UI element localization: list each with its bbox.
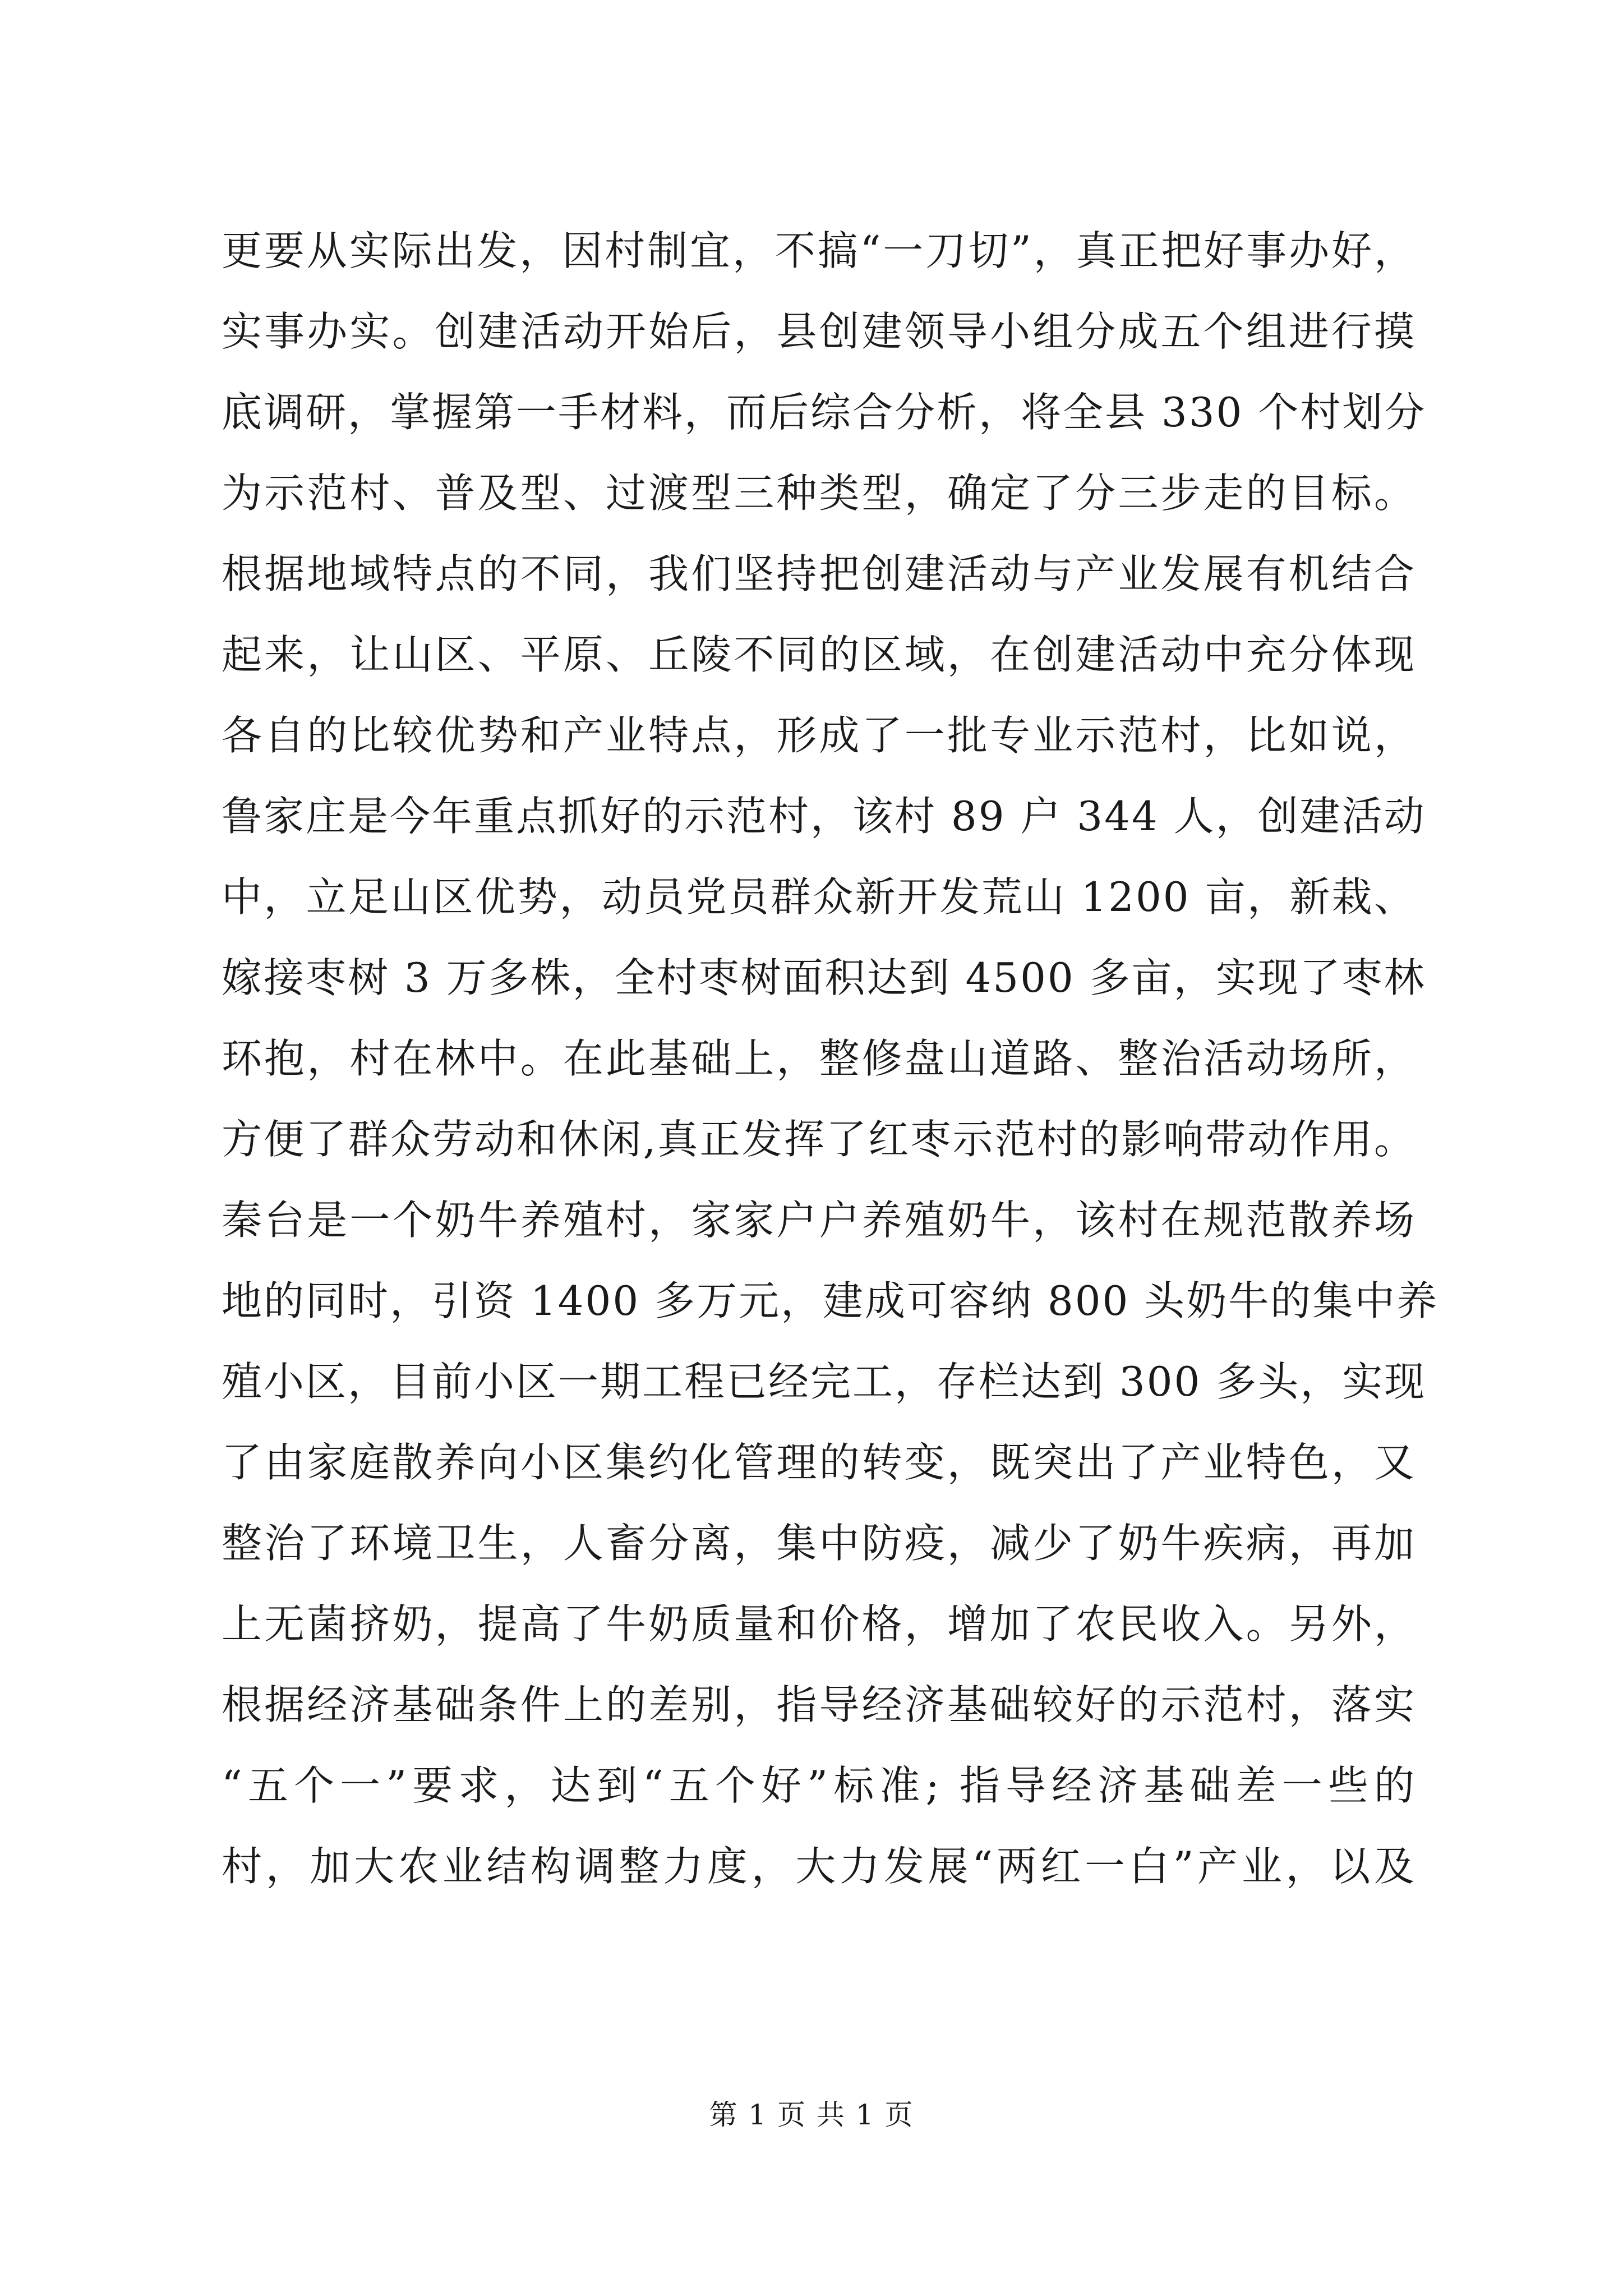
text-line: 整治了环境卫生，人畜分离，集中防疫，减少了奶牛疾病，再加 [222, 1520, 1416, 1567]
text-line: 环抱，村在林中。在此基础上，整修盘山道路、整治活动场所， [222, 1035, 1416, 1082]
text-line: 实事办实。创建活动开始后，县创建领导小组分成五个组进行摸 [222, 308, 1416, 355]
text-line: 村，加大农业结构调整力度，大力发展“两红一白”产业，以及 [222, 1843, 1416, 1890]
text-line: “五个一”要求，达到“五个好”标准; 指导经济基础差一些的 [222, 1762, 1416, 1809]
text-line: 为示范村、普及型、过渡型三种类型，确定了分三步走的目标。 [222, 470, 1416, 517]
text-line: 各自的比较优势和产业特点，形成了一批专业示范村，比如说， [222, 712, 1416, 759]
text-line: 了由家庭散养向小区集约化管理的转变，既突出了产业特色，又 [222, 1439, 1416, 1486]
text-line: 根据地域特点的不同，我们坚持把创建活动与产业发展有机结合 [222, 550, 1416, 597]
text-line: 嫁接枣树 3 万多株，全村枣树面积达到 4500 多亩，实现了枣林 [222, 954, 1426, 1001]
text-line: 地的同时，引资 1400 多万元，建成可容纳 800 头奶牛的集中养 [222, 1277, 1439, 1324]
page-footer: 第 1 页 共 1 页 [709, 2099, 914, 2131]
text-line: 更要从实际出发，因村制宜，不搞“一刀切”，真正把好事办好， [222, 227, 1416, 274]
text-line: 鲁家庄是今年重点抓好的示范村，该村 89 户 344 人，创建活动 [222, 793, 1426, 840]
text-line: 中，立足山区优势，动员党员群众新开发荒山 1200 亩，新栽、 [222, 873, 1416, 921]
text-line: 秦台是一个奶牛养殖村，家家户户养殖奶牛，该村在规范散养场 [222, 1197, 1416, 1244]
text-line: 方便了群众劳动和休闲,真正发挥了红枣示范村的影响带动作用。 [222, 1116, 1416, 1163]
text-line: 底调研，掌握第一手材料，而后综合分析，将全县 330 个村划分 [222, 389, 1427, 436]
text-line: 殖小区，目前小区一期工程已经完工，存栏达到 300 多头，实现 [222, 1358, 1427, 1405]
text-line: 上无菌挤奶，提高了牛奶质量和价格，增加了农民收入。另外， [222, 1600, 1416, 1648]
body-text [222, 210, 1439, 1907]
text-line: 根据经济基础条件上的差别，指导经济基础较好的示范村，落实 [222, 1681, 1416, 1728]
text-line: 起来，让山区、平原、丘陵不同的区域，在创建活动中充分体现 [222, 631, 1416, 678]
